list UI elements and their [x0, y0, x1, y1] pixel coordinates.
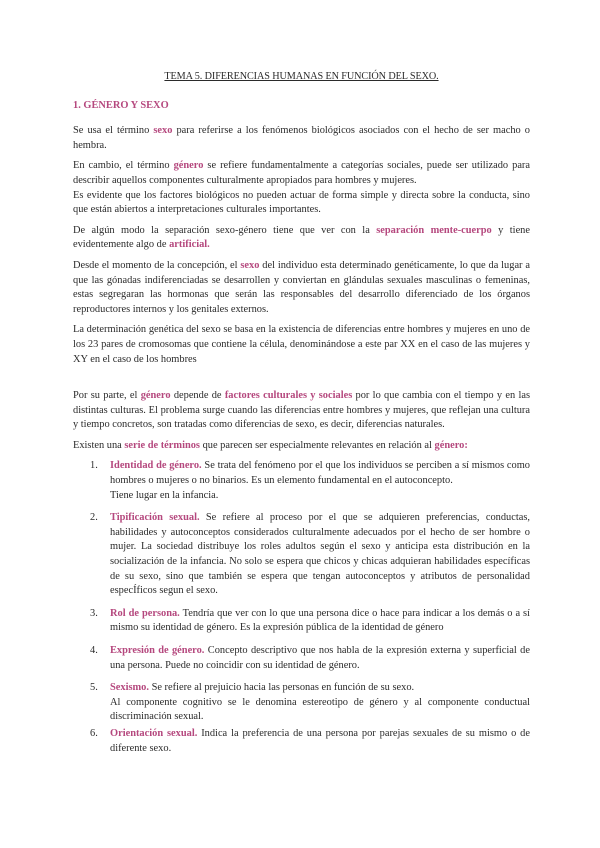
- paragraph-separation: De algún modo la separación sexo-género tiene que ver con la separación mente-cuerpo y tiene evidentemente algo de artificial.: [73, 224, 530, 251]
- list-item: 3. Rol de persona. Tendría que ver con lo que una persona dice o hace para indicar a los demás o a sí mismo su identidad de género. Es la expresión pública de la identidad de género: [90, 607, 530, 634]
- highlight-factores: factores culturales y sociales: [224, 390, 353, 402]
- paragraph-genetics: La determinación genética del sexo se basa en la existencia de diferencias entre hombres y mujeres en uno de los 23 pares de cromosomas que contiene la célula, denominándose a este par XX en el caso de las mujeres y XY en el caso de los hombres: [73, 324, 530, 365]
- term-orientacion: Orientación sexual.: [110, 727, 198, 739]
- paragraph-genero-culture: Por su parte, el género depende de factores culturales y sociales por lo que cambia con el tiempo y en las distintas culturas. El problema surge cuando las diferencias entre hombres y mujeres, que reflejan una cultura y tiempo concretos, son tratadas como diferencias de sexo, es decir, diferencias naturales.: [73, 390, 530, 431]
- highlight-genero: género: [173, 160, 204, 172]
- term-identidad: Identidad de género.: [110, 460, 202, 472]
- list-item: 5. Sexismo. Se refiere al prejuicio hacia las personas en función de su sexo. Al componente cognitivo se le denomina estereotipo de género y al componente conductual discriminación sexual.: [90, 682, 530, 723]
- term-sexismo: Sexismo.: [110, 682, 149, 694]
- term-expresion: Expresión de género.: [110, 645, 205, 656]
- highlight-sexo: sexo: [153, 125, 173, 137]
- paragraph-biological-factors: Es evidente que los factores biológicos no pueden actuar de forma simple y directa sobre la conducta, sino que están abiertos a interpretaciones culturales importantes.: [73, 189, 530, 216]
- paragraph-sexo-definition: Se usa el término sexo para referirse a los fenómenos biológicos asociados con el hecho de ser macho o hembra.: [73, 125, 530, 151]
- highlight-mente-cuerpo: separación mente-cuerpo: [376, 224, 492, 236]
- document-title: TEMA 5. DIFERENCIAS HUMANAS EN FUNCIÓN DEL SEXO.: [164, 71, 439, 82]
- highlight-serie-terminos: serie de términos: [124, 439, 200, 451]
- list-item: 1. Identidad de género. Se trata del fenómeno por el que los individuos se perciben a sí mismos como hombres o mujeres o no binarios. Es un elemento fundamental en el autoconcepto. Tiene lugar en la infancia.: [90, 460, 530, 501]
- paragraph-terms-intro: Existen una serie de términos que parecen ser especialmente relevantes en relación al género:: [73, 439, 468, 451]
- highlight-artificial: artificial.: [169, 239, 210, 251]
- paragraph-genero-definition: En cambio, el término género se refiere fundamentalmente a categorías sociales, puede ser utilizado para describir aquellos componentes culturalmente apropiados para hombres y mujeres.: [73, 160, 530, 186]
- highlight-genero-2: género: [140, 390, 171, 402]
- list-item: 4. Expresión de género. Concepto descriptivo que nos habla de la expresión externa y superficial de una persona. Puede no coincidir con su identidad de género.: [90, 645, 530, 671]
- list-item: 6. Orientación sexual. Indica la preferencia de una persona por parejas sexuales de su mismo o de diferente sexo.: [90, 727, 530, 754]
- highlight-genero-3: género:: [434, 439, 468, 451]
- paragraph-conception: Desde el momento de la concepción, el sexo del individuo esta determinado genéticamente, lo que da lugar a que las gónadas indiferenciadas se desarrollen y conviertan en glándulas sexuales masculinas o femeninas, estas segregaran las hormonas que serán las responsables del desarrollo diferenciado de los órganos reproductores internos y los genitales externos.: [73, 259, 530, 315]
- list-item: 2. Tipificación sexual. Se refiere al proceso por el que se adquieren preferencias, conductas, habilidades y autoconceptos considerados culturalmente adecuados por el hecho de ser hombre o mujer. La sociedad distribuye los roles adultos según el sexo y anticipa esta distribución en la socialización de la infancia. No solo se espera que chicos y chicas adquieran habilidades específicas de su sexo, sino que también se espera que tengan autoconceptos y atributos de personalidad especÍficos segun el sexo.: [90, 512, 530, 597]
- highlight-sexo-2: sexo: [240, 259, 260, 271]
- term-tipificacion: Tipificación sexual.: [110, 512, 200, 524]
- section-heading: 1. GÉNERO Y SEXO: [73, 99, 169, 111]
- term-rol: Rol de persona.: [110, 607, 180, 619]
- terms-list: [73, 459, 530, 756]
